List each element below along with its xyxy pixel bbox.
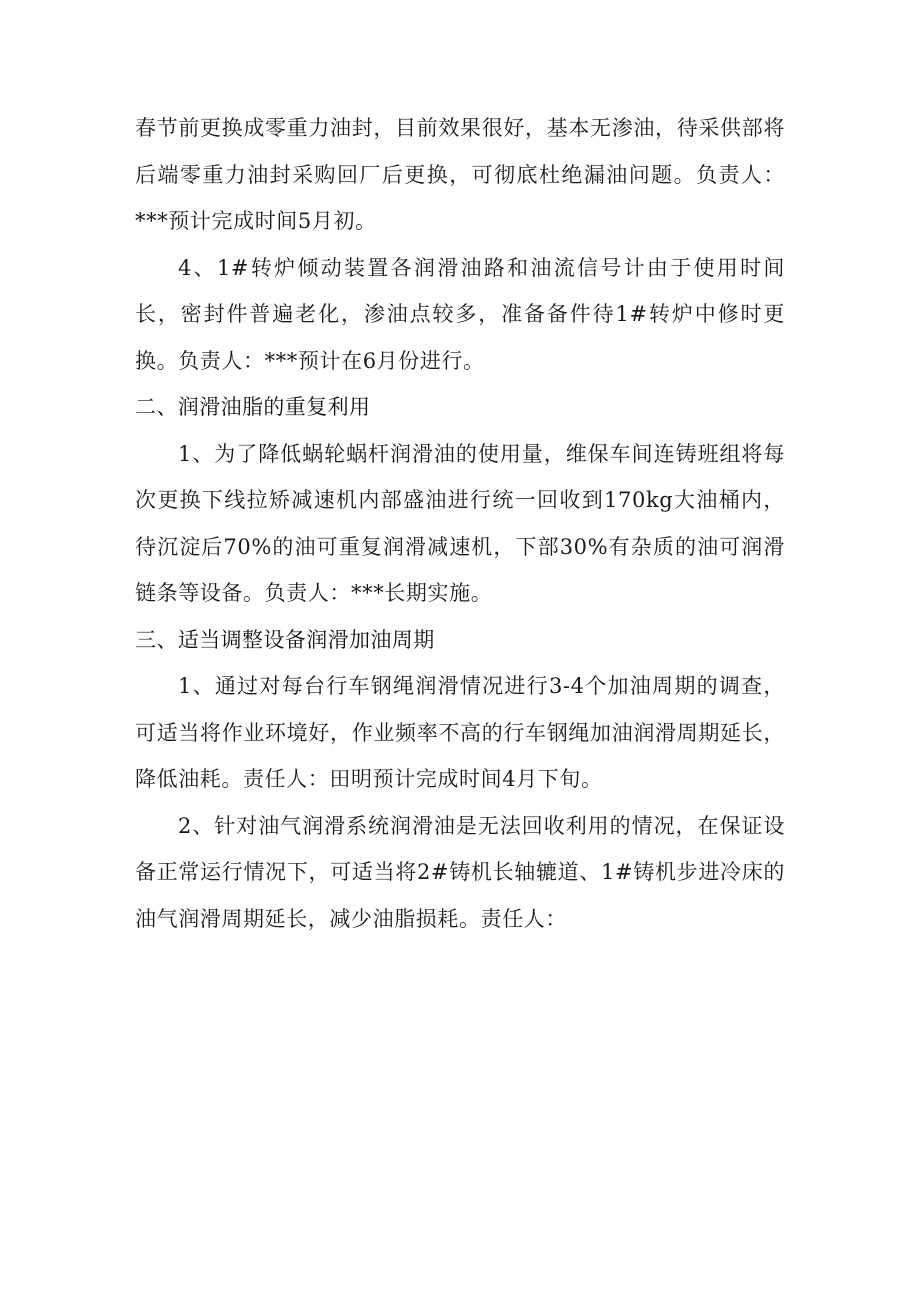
paragraph-item-4: 4、1#转炉倾动装置各润滑油路和油流信号计由于使用时间长，密封件普遍老化，渗油点较多，准备备件待1#转炉中修时更换。负责人：***预计在6月份进行。 <box>135 255 785 373</box>
document-body <box>135 105 785 942</box>
paragraph-section2-item-1: 1、为了降低蜗轮蜗杆润滑油的使用量，维保车间连铸班组将每次更换下线拉矫减速机内部盛油进行统一回收到170kg大油桶内，待沉淀后70%的油可重复润滑减速机，下部30%有杂质的油可润滑链条等设备。负责人：***长期实施。 <box>135 441 785 605</box>
section-heading-3: 三、适当调整设备润滑加油周期 <box>135 627 435 652</box>
paragraph-continued: 春节前更换成零重力油封，目前效果很好，基本无渗油，待采供部将后端零重力油封采购回厂后更换，可彻底杜绝漏油问题。负责人：***预计完成时间5月初。 <box>135 116 785 233</box>
paragraph-section3-item-2: 2、针对油气润滑系统润滑油是无法回收利用的情况，在保证设备正常运行情况下，可适当将2#铸机长轴辘道、1#铸机步进冷床的油气润滑周期延长，减少油脂损耗。责任人： <box>135 813 785 931</box>
paragraph-section3-item-1: 1、通过对每台行车钢绳润滑情况进行3-4个加油周期的调查，可适当将作业环境好，作业频率不高的行车钢绳加油润滑周期延长，降低油耗。责任人：田明预计完成时间4月下旬。 <box>135 674 785 791</box>
section-heading-2: 二、润滑油脂的重复利用 <box>135 395 371 419</box>
